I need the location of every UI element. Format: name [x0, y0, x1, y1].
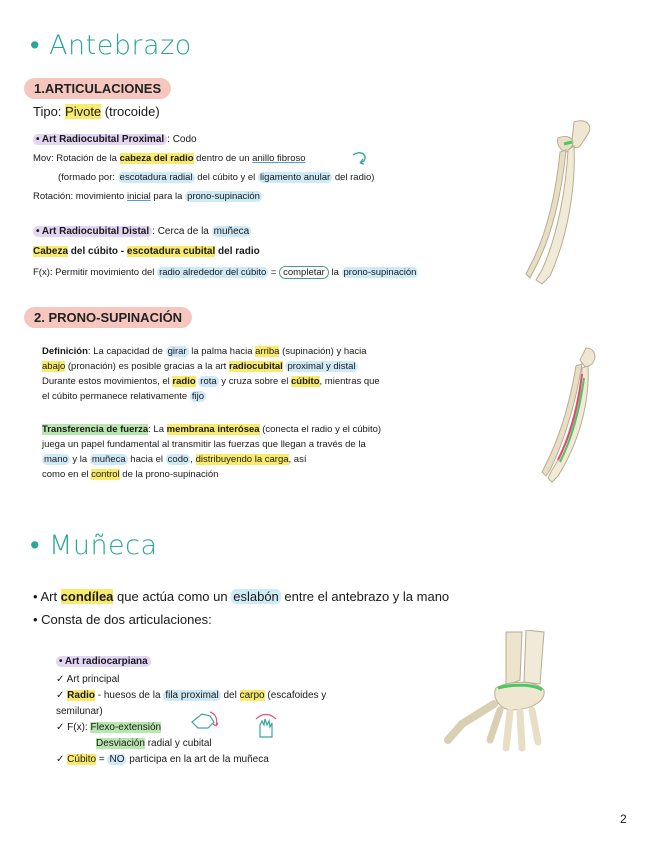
text: radio alrededor del cúbito: [159, 267, 267, 278]
section-heading-articulaciones: 1.ARTICULACIONES: [24, 78, 171, 99]
text: Radio: [67, 690, 95, 701]
text: condílea: [60, 589, 114, 604]
page-title-muneca: • Muñeca: [30, 530, 158, 561]
transferencia-line-3: [42, 452, 381, 467]
forearm-bones-icon: [522, 116, 602, 288]
page-title-antebrazo: • Antebrazo: [30, 30, 192, 61]
tipo-suffix: (trocoide): [101, 104, 160, 119]
text: Definición: [42, 346, 88, 357]
text: : La capacidad de: [87, 346, 166, 357]
text: cúbito: [291, 376, 320, 387]
text: radio: [172, 376, 196, 387]
text: hacia el: [127, 454, 166, 465]
text: ✓: [56, 690, 68, 701]
text: eslabón: [233, 589, 279, 604]
text: del cúbito y el: [194, 172, 258, 183]
text: (pronación) es posible gracias a la art: [65, 361, 229, 372]
curved-arrow-icon: [350, 150, 370, 166]
text: abajo: [42, 361, 66, 372]
text: rota: [200, 376, 217, 387]
forearm-rotation-icon: [536, 344, 606, 486]
radiocarpiana-title: [56, 656, 151, 667]
text: (conecta el radio y el cúbito): [259, 424, 382, 435]
text: proximal y distal: [287, 361, 356, 372]
text: , mientras que: [319, 376, 380, 387]
text: radiocubital: [228, 361, 283, 372]
text: prono-supinación: [187, 191, 260, 202]
text: inicial: [126, 191, 151, 202]
transferencia-line-1: [42, 422, 381, 437]
proximal-rotacion: [33, 191, 262, 202]
text: - huesos de la: [94, 690, 164, 701]
text: • Art: [33, 589, 61, 604]
text: F(x): Permitir movimiento del: [33, 267, 158, 278]
distal-title: [33, 226, 251, 237]
hand-deviation-icon: [252, 713, 278, 739]
text: la: [328, 267, 342, 278]
page-number: 2: [620, 812, 627, 826]
text: Transferencia de fuerza: [42, 424, 149, 435]
text: y la: [69, 454, 90, 465]
section-heading-prono-supinacion: 2. PRONO-SUPINACIÓN: [24, 307, 192, 328]
text: ligamento anular: [259, 172, 331, 183]
text: carpo: [239, 690, 265, 701]
proximal-formado: [58, 172, 374, 183]
text: entre el antebrazo y la mano: [280, 589, 450, 604]
text: participa en la art de la muñeca: [126, 754, 269, 765]
text: : La: [148, 424, 167, 435]
radiocarpiana-line-6: [56, 752, 326, 768]
definicion-line-3: [42, 374, 380, 389]
definicion-line-4: [42, 389, 380, 404]
text: distribuyendo la carga: [195, 454, 289, 465]
text: radial y cubital: [144, 738, 212, 749]
text: del radio): [332, 172, 375, 183]
radiocarpiana-line-5: [56, 736, 326, 752]
text: cabeza del radio: [119, 153, 194, 164]
text: del radio: [215, 246, 260, 257]
text: Desviación: [96, 738, 145, 749]
text: Cabeza: [33, 246, 69, 257]
text: codo: [167, 454, 189, 465]
text: y cruza sobre el: [218, 376, 292, 387]
wrist-bones-icon: [440, 630, 552, 754]
text: , así: [288, 454, 307, 465]
text: que actúa como un: [113, 589, 232, 604]
distal-fx: [33, 267, 418, 278]
text: Flexo-extensión: [90, 722, 162, 733]
tipo-value: Pivote: [65, 104, 102, 119]
text: mano: [44, 454, 68, 465]
text: fila proximal: [165, 690, 219, 701]
text: membrana interósea: [166, 424, 260, 435]
radiocarpiana-line-2: [56, 688, 326, 704]
text: ,: [190, 454, 196, 465]
radiocarpiana-line-3: semilunar): [56, 706, 103, 717]
text: para la: [150, 191, 186, 202]
text: : Cerca de la: [152, 226, 212, 237]
text: anillo fibroso: [252, 153, 306, 164]
distal-title-hl: • Art Radiocubital Distal: [33, 226, 152, 237]
proximal-mov: [33, 153, 306, 164]
text: =: [268, 267, 280, 278]
text: • Art radiocarpiana: [56, 656, 151, 667]
definicion-line-1: [42, 344, 380, 359]
hand-flexion-icon: [188, 708, 220, 734]
text: control: [91, 469, 120, 480]
text: girar: [167, 346, 187, 357]
text: Durante estos movimientos, el: [42, 376, 173, 387]
text: ✓: [56, 754, 68, 765]
text: del: [220, 690, 240, 701]
text: muñeca: [213, 226, 250, 237]
text: muñeca: [91, 454, 126, 465]
muneca-bullet-1: [33, 589, 449, 604]
text: Rotación: movimiento: [33, 191, 127, 202]
text: fijo: [191, 391, 205, 402]
text: Mov: Rotación de la: [33, 153, 120, 164]
proximal-title-rest: : Codo: [167, 134, 197, 145]
text: ✓ F(x):: [56, 722, 91, 733]
distal-cabeza: [33, 246, 260, 257]
definicion-line-2: [42, 359, 380, 374]
text: (escafoides y: [264, 690, 327, 701]
text: (supinación) y hacia: [279, 346, 367, 357]
text: el cúbito permanece relativamente: [42, 391, 190, 402]
proximal-title: [33, 134, 197, 145]
text: del cúbito -: [68, 246, 127, 257]
muneca-bullet-2: • Consta de dos articulaciones:: [33, 612, 212, 627]
text: prono-supinación: [343, 267, 417, 278]
radiocarpiana-line-1: ✓ Art principal: [56, 674, 120, 685]
tipo-label: Tipo:: [33, 104, 66, 119]
text: Cúbito: [67, 754, 97, 765]
text: (formado por:: [58, 172, 118, 183]
text: como en el: [42, 469, 92, 480]
transferencia-line-4: [42, 467, 381, 482]
text: la palma hacia: [188, 346, 256, 357]
definicion-block: [42, 344, 380, 404]
text: NO: [109, 754, 125, 765]
transferencia-block: [42, 422, 381, 482]
text: completar: [279, 266, 329, 279]
text: de la prono-supinación: [119, 469, 219, 480]
text: arriba: [255, 346, 280, 357]
proximal-title-hl: • Art Radiocubital Proximal: [33, 134, 167, 145]
text: escotadura cubital: [126, 246, 216, 257]
transferencia-line-2: juega un papel fundamental al transmitir las fuerzas que llegan a través de la: [42, 439, 366, 450]
tipo-line: [33, 104, 160, 119]
text: escotadura radial: [119, 172, 193, 183]
text: dentro de un: [193, 153, 253, 164]
text: =: [96, 754, 108, 765]
